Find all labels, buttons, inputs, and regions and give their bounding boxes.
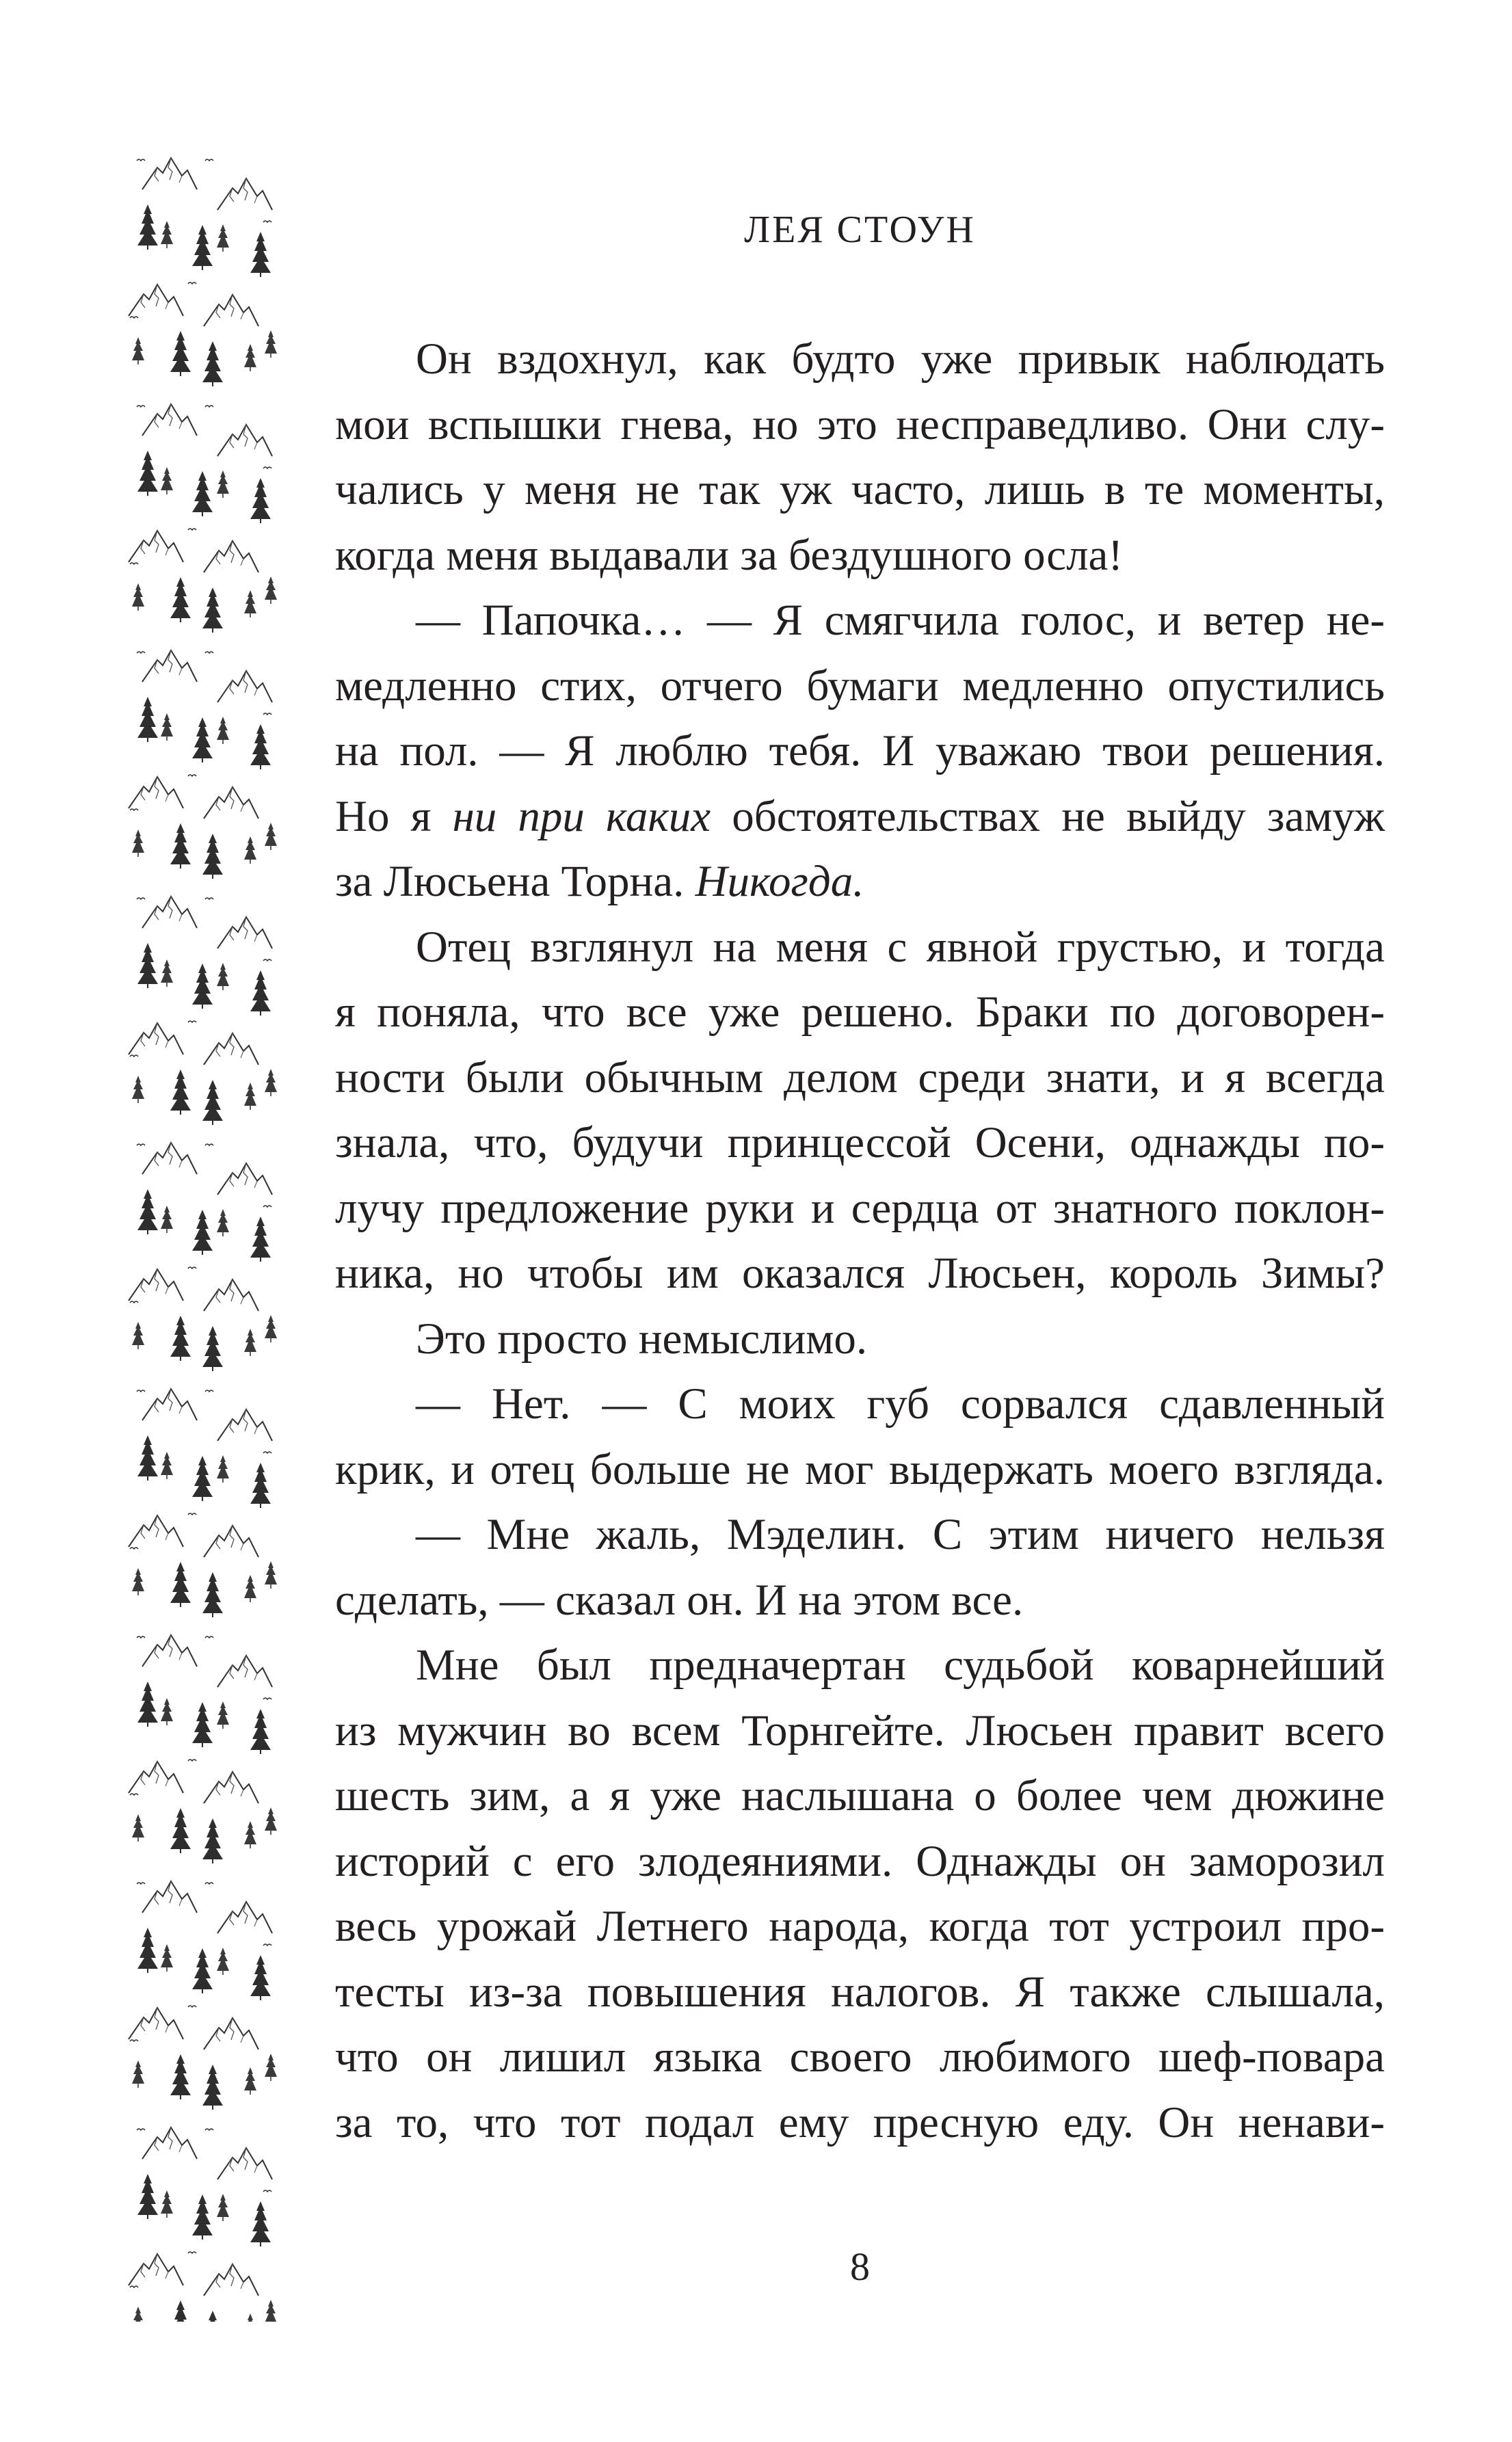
- text-line: [335, 1176, 1385, 1242]
- text-segment: лучу предложение руки и сердца от знатного поклон-: [335, 1183, 1385, 1233]
- text-line: [335, 1111, 1385, 1176]
- text-line: [335, 1241, 1385, 1307]
- text-line: [335, 1502, 1385, 1568]
- text-line: [335, 2091, 1385, 2156]
- text-line: [335, 393, 1385, 458]
- text-line: [335, 980, 1385, 1046]
- text-segment: — Мне жаль, Мэделин. С этим ничего нельзя: [416, 1510, 1385, 1559]
- text-line: [335, 2025, 1385, 2091]
- text-line: [335, 1960, 1385, 2026]
- text-line: [335, 1829, 1385, 1895]
- text-line: [335, 1372, 1385, 1437]
- text-segment: Он вздохнул, как будто уже привык наблюдать: [416, 334, 1385, 384]
- text-segment: медленно стих, отчего бумаги медленно опустились: [335, 661, 1385, 711]
- text-line: [335, 327, 1385, 393]
- text-segment: шесть зим, а я уже наслышана о более чем дюжине: [335, 1771, 1385, 1820]
- emphasis-text: Никогда.: [695, 857, 864, 906]
- text-segment: — Нет. — С моих губ сорвался сдавленный: [416, 1379, 1385, 1429]
- text-segment: мои вспышки гнева, но это несправедливо. Они слу-: [335, 399, 1385, 449]
- text-line: [335, 1894, 1385, 1960]
- decorative-border: [127, 147, 282, 2322]
- text-line: [335, 1764, 1385, 1829]
- text-line: [335, 588, 1385, 654]
- text-segment: за Люсьена Торна.: [335, 857, 695, 906]
- text-segment: Отец взглянул на меня с явной грустью, и тогда: [416, 922, 1385, 972]
- text-segment: тесты из-за повышения налогов. Я также слышала,: [335, 1967, 1385, 2017]
- text-segment: — Папочка… — Я смягчила голос, и ветер не-: [416, 596, 1385, 645]
- text-segment: ника, но чтобы им оказался Люсьен, король Зимы?: [335, 1249, 1385, 1298]
- text-line: [335, 849, 1385, 915]
- text-segment: за то, что тот подал ему пресную еду. Он ненави-: [335, 2097, 1385, 2147]
- running-head-author: ЛЕЯ СТОУН: [744, 209, 976, 251]
- body-text: [335, 327, 1385, 2155]
- text-segment: Это просто немыслимо.: [416, 1314, 868, 1364]
- text-segment: Мне был предначертан судьбой коварнейший: [416, 1641, 1385, 1690]
- text-line: [335, 1437, 1385, 1503]
- text-segment: на пол. — Я люблю тебя. И уважаю твои решения.: [335, 726, 1385, 775]
- text-line: [335, 1633, 1385, 1699]
- text-line: [335, 654, 1385, 719]
- text-segment: что он лишил языка своего любимого шеф-повара: [335, 2032, 1385, 2082]
- text-line: [335, 1046, 1385, 1111]
- text-line: [335, 1568, 1385, 1634]
- text-segment: из мужчин во всем Торнгейте. Люсьен правит всего: [335, 1706, 1385, 1755]
- text-segment: обстоятельствах не выйду замуж: [711, 791, 1385, 841]
- emphasis-text: ни при каких: [452, 791, 711, 841]
- text-line: [335, 457, 1385, 523]
- text-line: [335, 784, 1385, 850]
- text-line: [335, 915, 1385, 981]
- text-segment: весь урожай Летнего народа, когда тот устроил про-: [335, 1902, 1385, 1951]
- page-number: 8: [850, 2244, 870, 2289]
- text-segment: Но я: [335, 791, 453, 841]
- text-line: [335, 1699, 1385, 1764]
- text-segment: сделать, — сказал он. И на этом все.: [335, 1575, 1024, 1625]
- text-line: [335, 719, 1385, 784]
- text-segment: когда меня выдавали за бездушного осла!: [335, 530, 1124, 580]
- text-line: [335, 1307, 1385, 1372]
- text-segment: знала, что, будучи принцессой Осени, однажды по-: [335, 1118, 1385, 1167]
- text-segment: ности были обычным делом среди знати, и я всегда: [335, 1052, 1385, 1102]
- text-segment: чались у меня не так уж часто, лишь в те моменты,: [335, 465, 1385, 514]
- text-line: [335, 523, 1385, 589]
- text-segment: историй с его злодеяниями. Однажды он заморозил: [335, 1836, 1385, 1886]
- text-segment: я поняла, что все уже решено. Браки по договорен-: [335, 987, 1385, 1037]
- text-segment: крик, и отец больше не мог выдержать моего взгляда.: [335, 1444, 1385, 1494]
